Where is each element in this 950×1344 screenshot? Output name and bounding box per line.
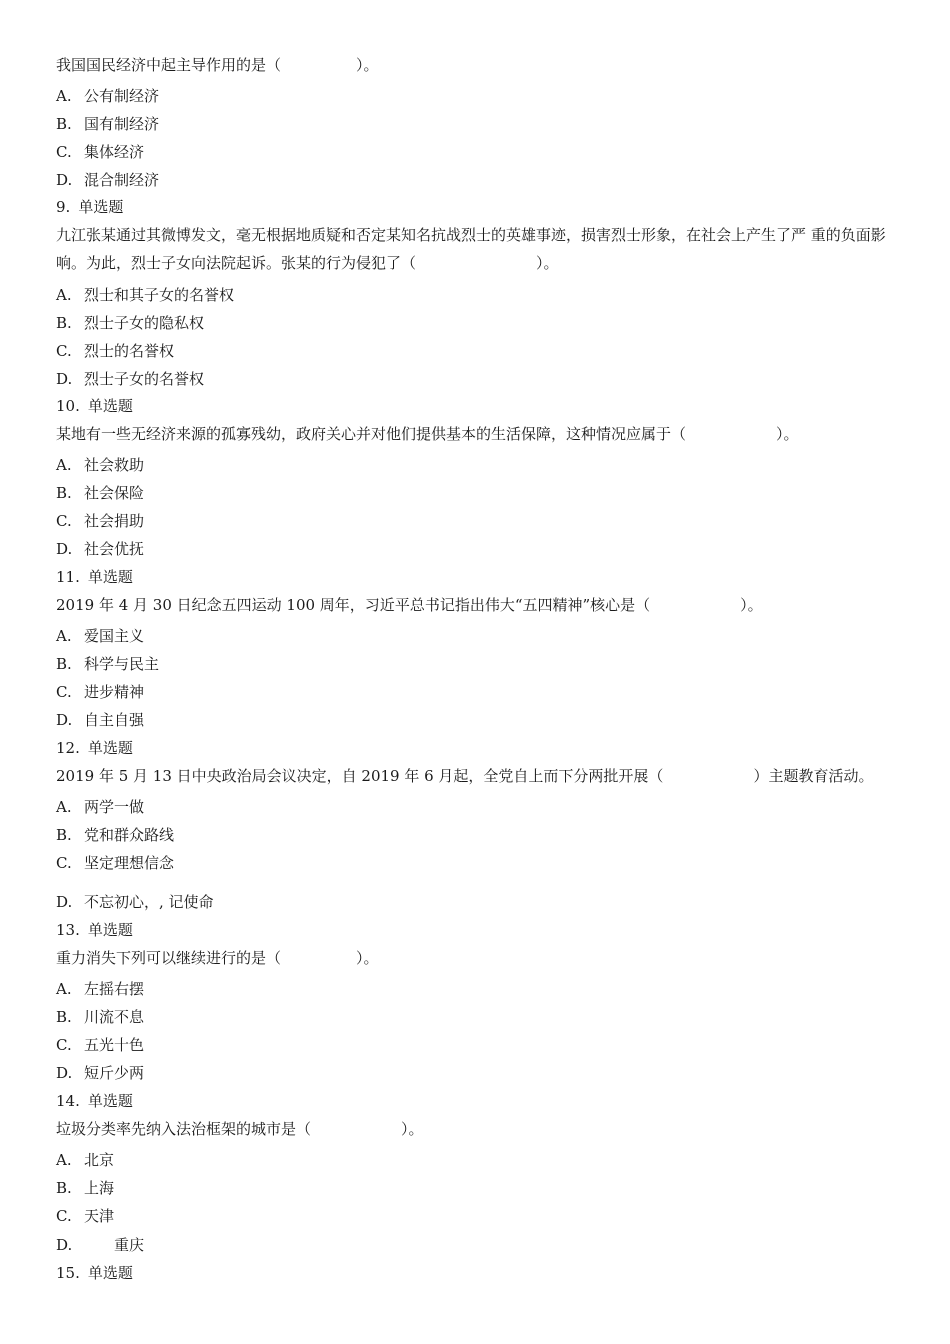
question-stem-12: 2019 年 5 月 13 日中央政治局会议决定，自 2019 年 6 月起，全党自上而下分两批开展（ ）主题教育活动。 bbox=[56, 767, 874, 785]
question-stem-10: 某地有一些无经济来源的孤寡残幼，政府关心并对他们提供基本的生活保障，这种情况应属于（ ）。 bbox=[56, 425, 799, 443]
question-header-9: 9. 单选题 bbox=[56, 198, 124, 216]
question-header-12: 12. 单选题 bbox=[56, 739, 133, 757]
question-stem-13: 重力消失下列可以继续进行的是（ ）。 bbox=[56, 949, 379, 967]
exam-page: 我国国民经济中起主导作用的是（ ）。 A. 公有制经济 B. 国有制经济 C. 集体经济 D. 混合制经济 9. 单选题 九江张某通过其微博发文，毫无根据地质疑和否定某知名抗战烈士的英雄事迹，损害烈士形象，在社会上产生了严 重的负面影响。为此，烈士子女向法院起诉。张某的行为侵犯了（ ）。 A. 烈士和其子女的名誉权 B. 烈士子女的隐私权 C. 烈士的名誉权 D. 烈士子女的名誉权 10. 单选题 某地有一些无经济来源的孤寡残幼，政府关心并对他们提供基本的生活保障，这种情况应属于（ ）。 A. 社会救助 B. 社会保险 C. 社会捐助 D. 社会优抚 11. 单选题 2019 年 4 月 30 日纪念五四运动 100 周年，习近平总书记指出伟大“五四精神”核心是（ ）。 A. 爱国主义 B. 科学与民主 C. 进步精神 D. 自主自强 12. 单选题 2019 年 5 月 13 日中央政治局会议决定，自 2019 年 6 月起，全党自上而下分两批开展（ ）主题教育活动。 A. 两学一做 B. 党和群众路线 C. 坚定理想信念 D. 不忘初心，, 记使命 13. 单选题 重力消失下列可以继续进行的是（ ）。 A. 左摇右摆 B. 川流不息 C. 五光十色 D. 短斤少两 14. 单选题 垃圾分类率先纳入法治框架的城市是（ ）。 A. 北京 B. 上海 C. 天津 D. 重庆 15. 单选题 bbox=[0, 0, 950, 1344]
question-header-11: 11. 单选题 bbox=[56, 568, 133, 586]
question-header-13: 13. 单选题 bbox=[56, 921, 133, 939]
question-stem-8: 我国国民经济中起主导作用的是（ ）。 bbox=[56, 56, 379, 74]
question-header-14: 14. 单选题 bbox=[56, 1092, 133, 1110]
question-stem-9: 九江张某通过其微博发文，毫无根据地质疑和否定某知名抗战烈士的英雄事迹，损害烈士形象，在社会上产生了严 重的负面影响。为此，烈士子女向法院起诉。张某的行为侵犯了（ ）。 bbox=[56, 226, 886, 272]
question-stem-14: 垃圾分类率先纳入法治框架的城市是（ ）。 bbox=[56, 1120, 424, 1138]
question-stem-11: 2019 年 4 月 30 日纪念五四运动 100 周年，习近平总书记指出伟大“五四精神”核心是（ ）。 bbox=[56, 596, 763, 614]
question-header-15: 15. 单选题 bbox=[56, 1264, 133, 1282]
question-header-10: 10. 单选题 bbox=[56, 397, 133, 415]
